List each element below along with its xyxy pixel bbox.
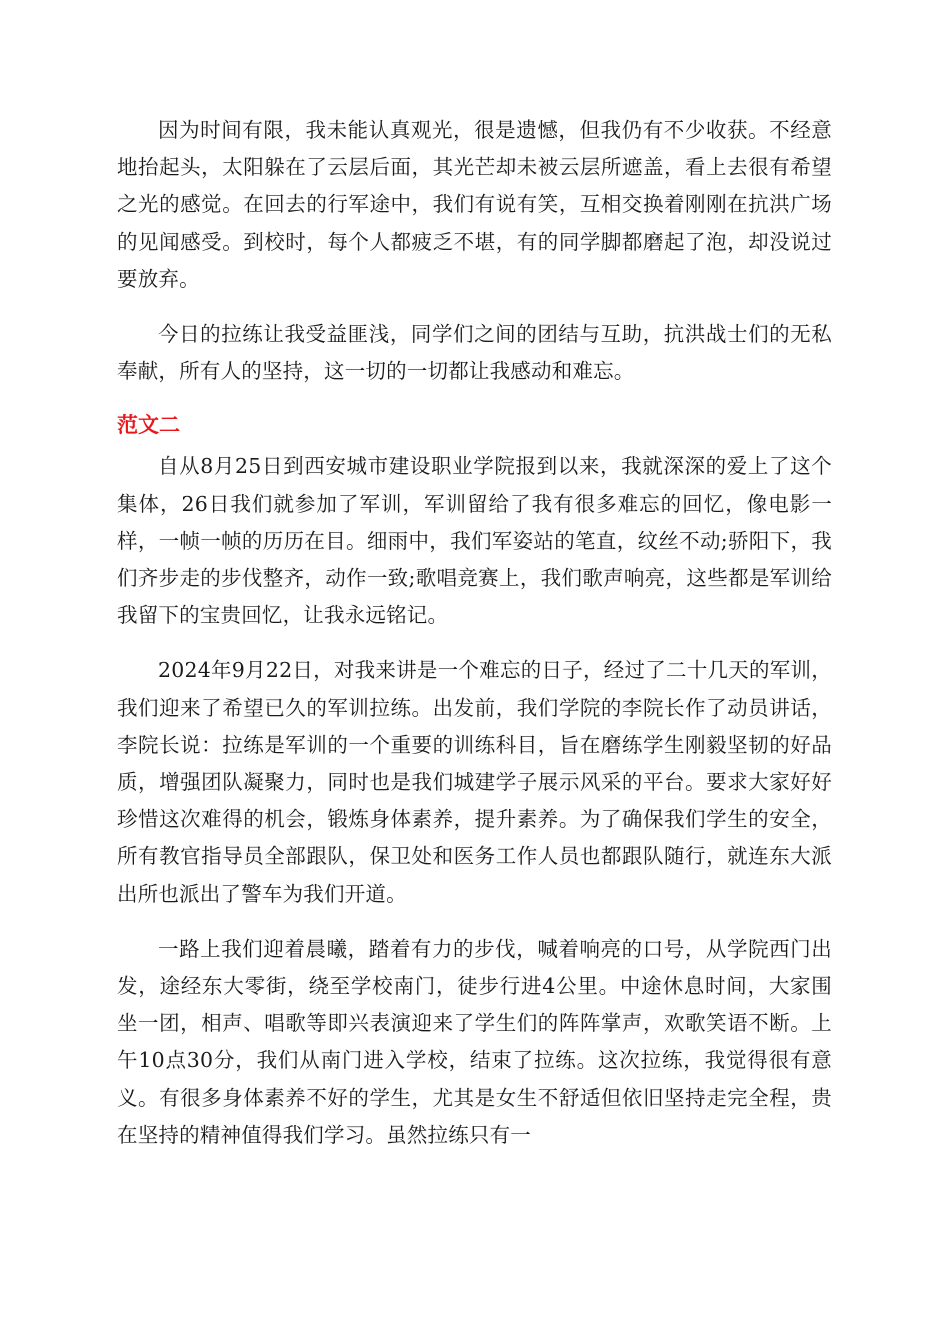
section-heading: 范文二 <box>117 413 180 438</box>
paragraph-arrival: 自从8月25日到西安城市建设职业学院报到以来，我就深深的爱上了这个集体，26日我们就参加了军训，军训留给了我有很多难忘的回忆，像电影一样，一帧一帧的历历在目。细雨中，我们军姿站的笔直，纹丝不动;骄阳下，我们齐步走的步伐整齐，动作一致;歌唱竞赛上，我们歌声响亮，这些都是军训给我留下的宝贵回忆，让我永远铭记。 <box>117 454 832 628</box>
paragraph-observation: 因为时间有限，我未能认真观光，很是遗憾，但我仍有不少收获。不经意地抬起头，太阳躲在了云层后面，其光芒却未被云层所遮盖，看上去很有希望之光的感觉。在回去的行军途中，我们有说有笑，互相交换着刚刚在抗洪广场的见闻感受。到校时，每个人都疲乏不堪，有的同学脚都磨起了泡，却没说过要放弃。 <box>117 118 832 291</box>
paragraph-conclusion: 今日的拉练让我受益匪浅，同学们之间的团结与互助，抗洪战士们的无私奉献，所有人的坚持，这一切的一切都让我感动和难忘。 <box>117 322 832 384</box>
paragraph-march-day: 2024年9月22日，对我来讲是一个难忘的日子，经过了二十几天的军训，我们迎来了希望已久的军训拉练。出发前，我们学院的李院长作了动员讲话，李院长说：拉练是军训的一个重要的训练科目，旨在磨练学生刚毅坚韧的好品质，增强团队凝聚力，同时也是我们城建学子展示风采的平台。要求大家好好珍惜这次难得的机会，锻炼身体素养，提升素养。为了确保我们学生的安全，所有教官指导员全部跟队，保卫处和医务工作人员也都跟队随行，就连东大派出所也派出了警车为我们开道。 <box>117 658 832 906</box>
document-body <box>117 112 832 1172</box>
paragraph-march-route: 一路上我们迎着晨曦，踏着有力的步伐，喊着响亮的口号，从学院西门出发，途经东大零街，绕至学校南门，徒步行进4公里。中途休息时间，大家围坐一团，相声、唱歌等即兴表演迎来了学生们的阵阵掌声，欢歌笑语不断。上午10点30分，我们从南门进入学校，结束了拉练。这次拉练，我觉得很有意义。有很多身体素养不好的学生，尤其是女生不舒适但依旧坚持走完全程，贵在坚持的精神值得我们学习。虽然拉练只有一 <box>117 936 832 1147</box>
